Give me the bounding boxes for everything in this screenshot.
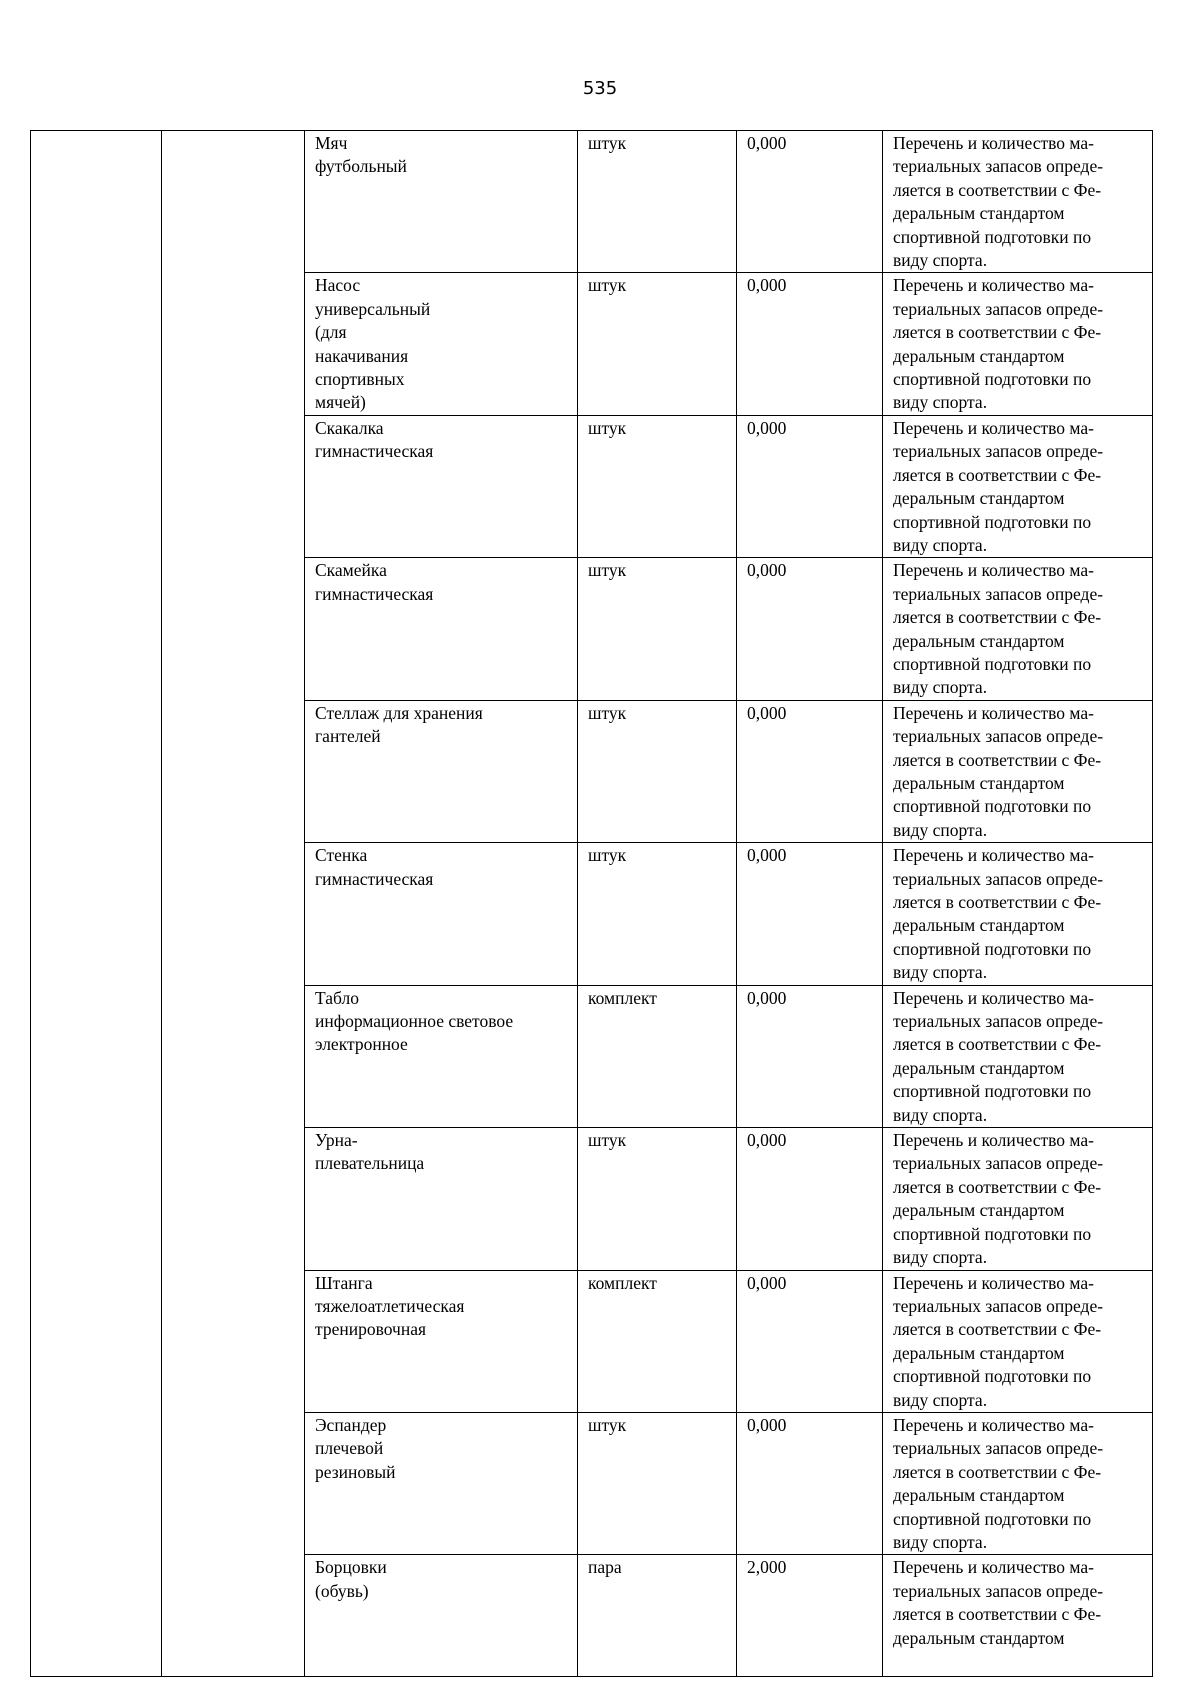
item-name-cell: Скакалка гимнастическая <box>305 415 578 557</box>
quantity-cell: 0,000 <box>737 1270 883 1412</box>
quantity-cell: 0,000 <box>737 985 883 1127</box>
quantity-cell: 0,000 <box>737 558 883 700</box>
note-cell: Перечень и количество ма- териальных запасов опреде- ляется в соответствии с Фе- деральным стандартом спортивной подготовки по виду спорта. <box>883 1128 1153 1270</box>
item-name-cell: Стенка гимнастическая <box>305 843 578 985</box>
quantity-cell: 2,000 <box>737 1555 883 1677</box>
blank-column-2 <box>162 131 305 1677</box>
unit-cell: штук <box>578 1128 737 1270</box>
quantity-cell: 0,000 <box>737 1412 883 1554</box>
unit-cell: комплект <box>578 1270 737 1412</box>
unit-cell: комплект <box>578 985 737 1127</box>
item-name-cell: Насос универсальный (для накачивания спортивных мячей) <box>305 273 578 415</box>
item-name-cell: Борцовки (обувь) <box>305 1555 578 1677</box>
quantity-cell: 0,000 <box>737 843 883 985</box>
unit-cell: штук <box>578 131 737 273</box>
unit-cell: штук <box>578 415 737 557</box>
note-cell: Перечень и количество ма- териальных запасов опреде- ляется в соответствии с Фе- деральным стандартом спортивной подготовки по виду спорта. <box>883 985 1153 1127</box>
item-name-cell: Табло информационное световое электронное <box>305 985 578 1127</box>
note-cell: Перечень и количество ма- териальных запасов опреде- ляется в соответствии с Фе- деральным стандартом спортивной подготовки по виду спорта. <box>883 415 1153 557</box>
item-name-cell: Стеллаж для хранения гантелей <box>305 700 578 842</box>
quantity-cell: 0,000 <box>737 131 883 273</box>
note-cell: Перечень и количество ма- териальных запасов опреде- ляется в соответствии с Фе- деральным стандартом спортивной подготовки по виду спорта. <box>883 131 1153 273</box>
table-row <box>31 131 1153 273</box>
item-name-cell: Скамейка гимнастическая <box>305 558 578 700</box>
note-cell: Перечень и количество ма- териальных запасов опреде- ляется в соответствии с Фе- деральным стандартом спортивной подготовки по виду спорта. <box>883 843 1153 985</box>
quantity-cell: 0,000 <box>737 273 883 415</box>
unit-cell: штук <box>578 1412 737 1554</box>
unit-cell: штук <box>578 558 737 700</box>
unit-cell: штук <box>578 273 737 415</box>
quantity-cell: 0,000 <box>737 415 883 557</box>
quantity-cell: 0,000 <box>737 1128 883 1270</box>
note-cell: Перечень и количество ма- териальных запасов опреде- ляется в соответствии с Фе- деральным стандартом спортивной подготовки по виду спорта. <box>883 1270 1153 1412</box>
item-name-cell: Урна- плевательница <box>305 1128 578 1270</box>
unit-cell: штук <box>578 700 737 842</box>
blank-column-1 <box>31 131 162 1677</box>
unit-cell: штук <box>578 843 737 985</box>
note-cell: Перечень и количество ма- териальных запасов опреде- ляется в соответствии с Фе- деральным стандартом спортивной подготовки по виду спорта. <box>883 273 1153 415</box>
note-cell: Перечень и количество ма- териальных запасов опреде- ляется в соответствии с Фе- деральным стандартом спортивной подготовки по виду спорта. <box>883 700 1153 842</box>
materials-table <box>30 130 1153 1677</box>
item-name-cell: Мяч футбольный <box>305 131 578 273</box>
page-number: 535 <box>582 78 618 99</box>
quantity-cell: 0,000 <box>737 700 883 842</box>
unit-cell: пара <box>578 1555 737 1677</box>
note-cell: Перечень и количество ма- териальных запасов опреде- ляется в соответствии с Фе- деральным стандартом спортивной подготовки по виду спорта. <box>883 1412 1153 1554</box>
note-cell: Перечень и количество ма- териальных запасов опреде- ляется в соответствии с Фе- деральным стандартом <box>883 1555 1153 1677</box>
item-name-cell: Эспандер плечевой резиновый <box>305 1412 578 1554</box>
item-name-cell: Штанга тяжелоатлетическая тренировочная <box>305 1270 578 1412</box>
note-cell: Перечень и количество ма- териальных запасов опреде- ляется в соответствии с Фе- деральным стандартом спортивной подготовки по виду спорта. <box>883 558 1153 700</box>
